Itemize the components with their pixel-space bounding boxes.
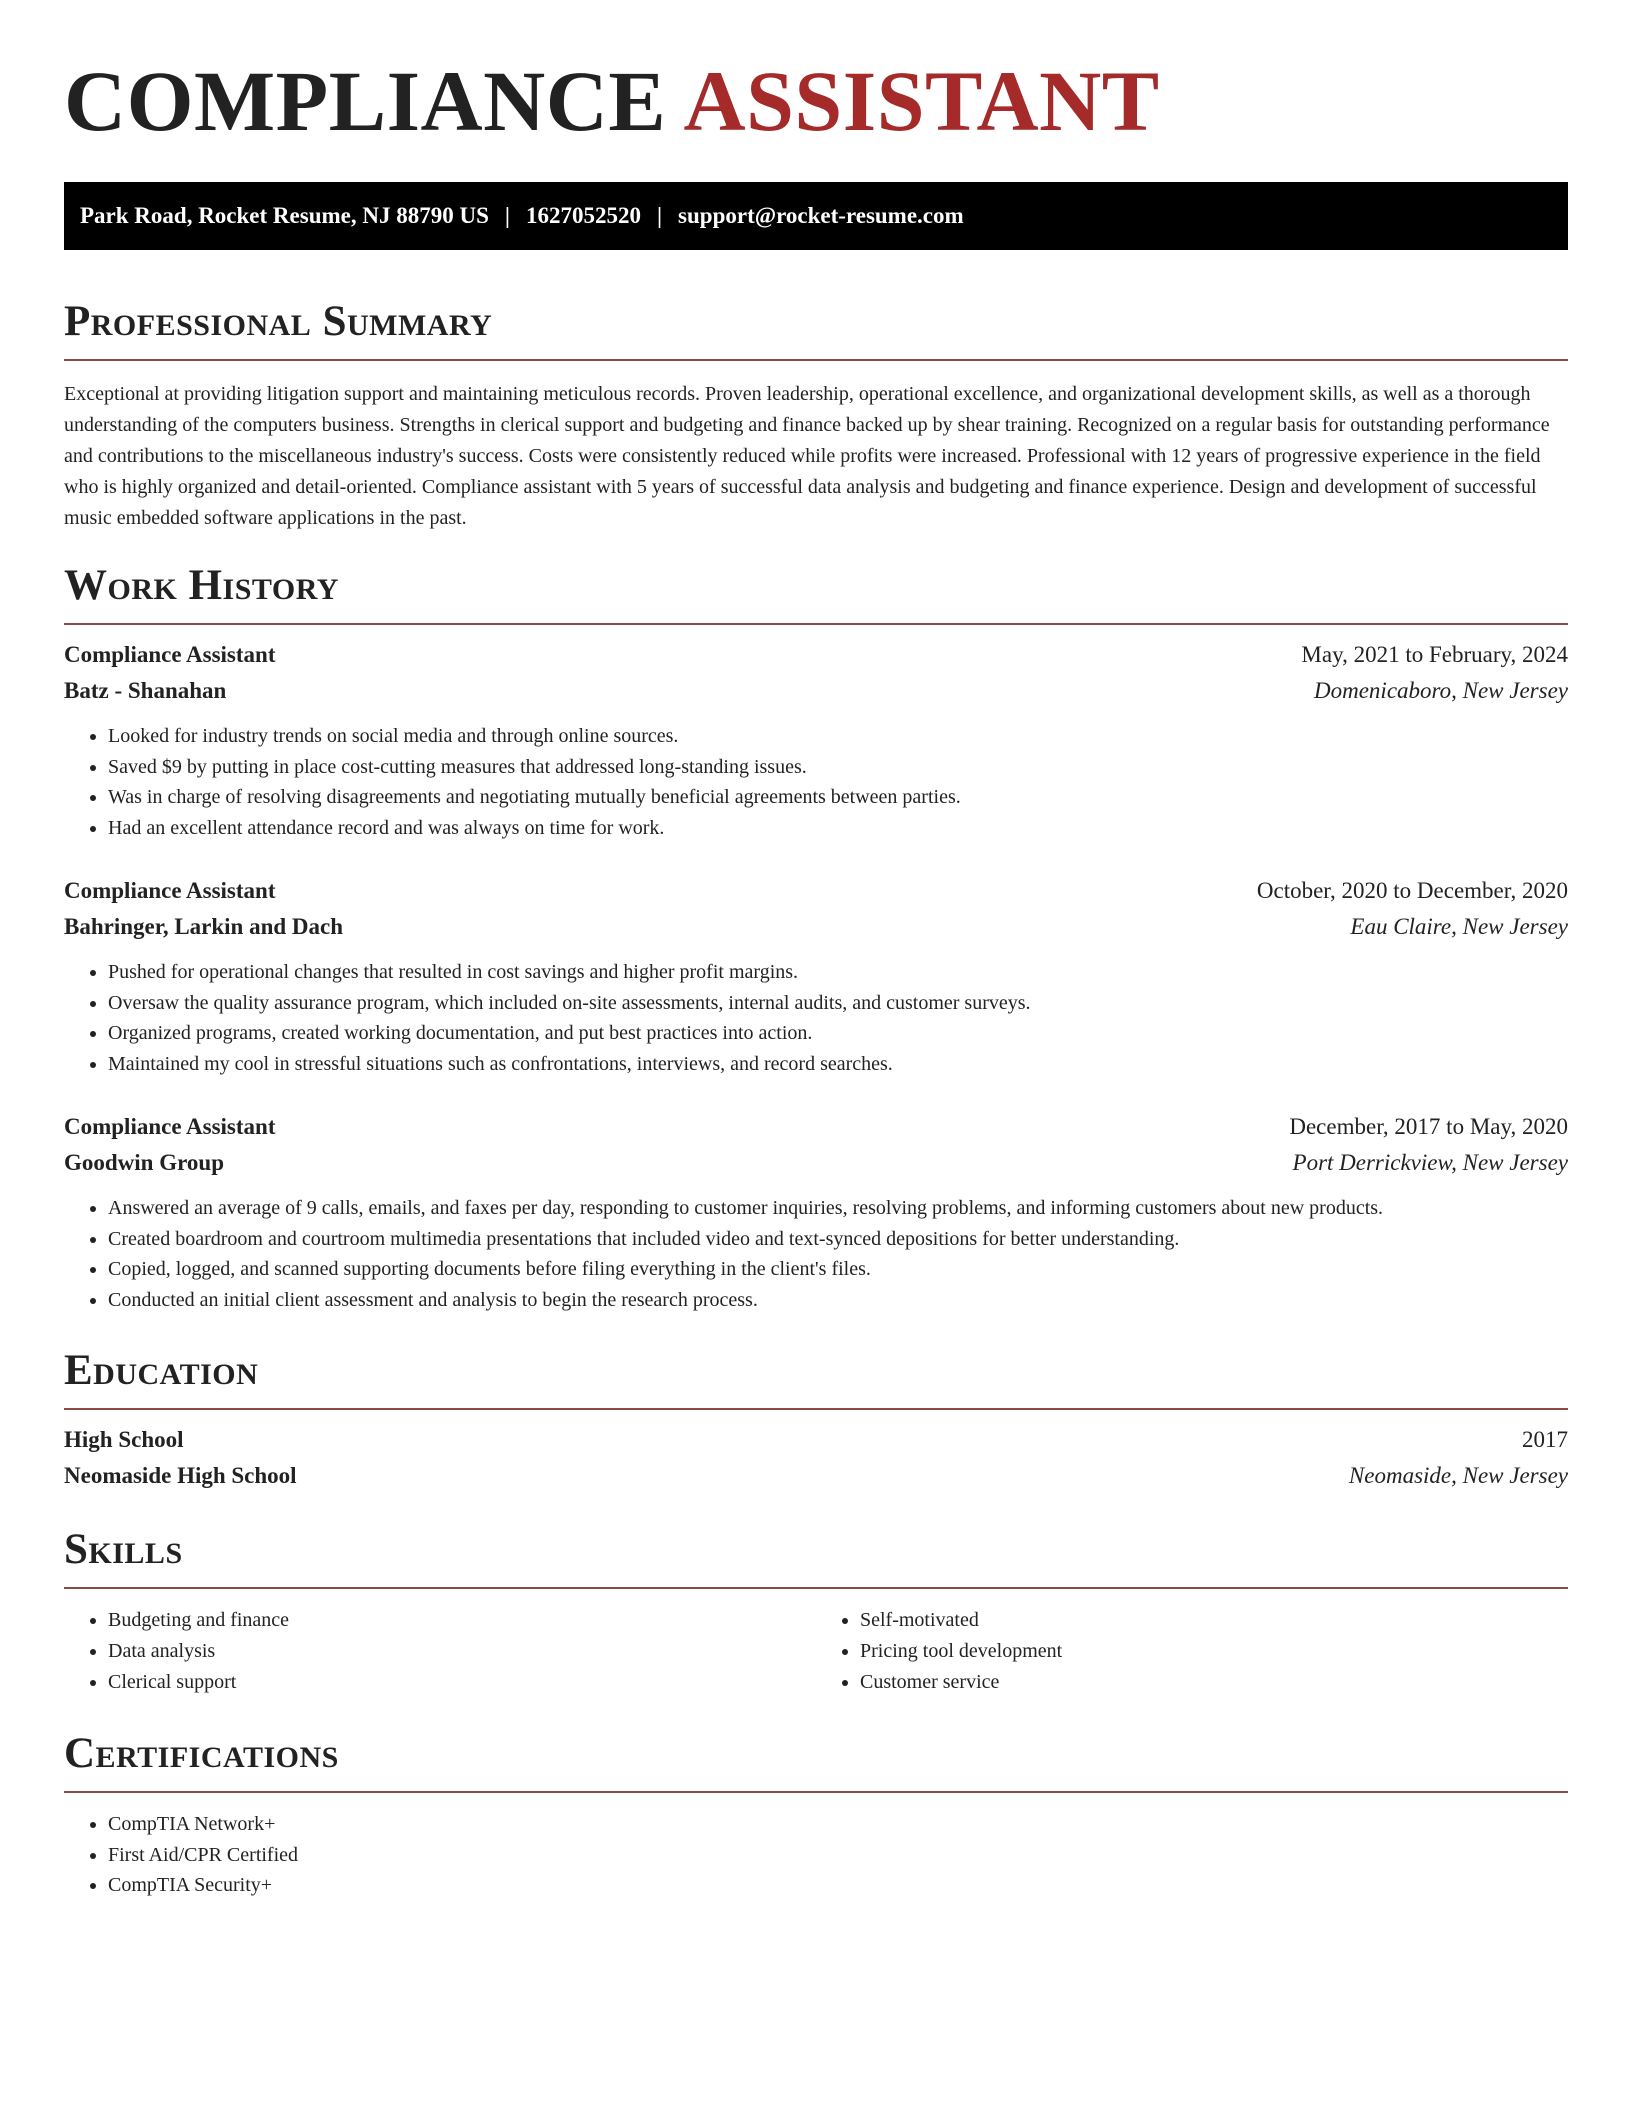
job-company: Batz - Shanahan bbox=[64, 678, 227, 703]
skills-section bbox=[64, 1528, 1568, 1698]
job-role: Compliance Assistant bbox=[64, 1114, 276, 1139]
section-divider bbox=[64, 1587, 1568, 1589]
section-divider bbox=[64, 1791, 1568, 1793]
summary-section bbox=[64, 300, 1568, 534]
skills-list-right bbox=[816, 1605, 1568, 1698]
job-dates: October, 2020 to December, 2020 bbox=[1256, 878, 1568, 903]
job-dates: December, 2017 to May, 2020 bbox=[1289, 1114, 1568, 1139]
list-item: • Organized programs, created working documentation, and put best practices into action. bbox=[108, 1018, 1568, 1049]
list-item: • CompTIA Security+ bbox=[108, 1870, 1568, 1901]
section-divider bbox=[64, 359, 1568, 361]
title-part-accent: ASSISTANT bbox=[683, 53, 1160, 149]
list-item: • Oversaw the quality assurance program, which included on-site assessments, internal audits, and customer surveys. bbox=[108, 988, 1568, 1019]
job-location: Port Derrickview, New Jersey bbox=[1292, 1150, 1568, 1175]
job-entry bbox=[64, 1109, 1568, 1315]
job-bullets bbox=[64, 721, 1568, 843]
list-item: • Saved $9 by putting in place cost-cutting measures that addressed long-standing issues. bbox=[108, 752, 1568, 783]
skills-columns bbox=[64, 1605, 1568, 1698]
job-role: Compliance Assistant bbox=[64, 878, 276, 903]
title-part-main: COMPLIANCE bbox=[64, 53, 667, 149]
list-item: • Had an excellent attendance record and was always on time for work. bbox=[108, 813, 1568, 844]
section-title-summary: Professional Summary bbox=[64, 298, 493, 345]
list-item: • Clerical support bbox=[108, 1667, 816, 1698]
job-bullets bbox=[64, 957, 1568, 1079]
list-item: • Answered an average of 9 calls, emails, and faxes per day, responding to customer inquiries, resolving problems, and informing customers about new products. bbox=[108, 1193, 1568, 1224]
section-title-work-history: Work History bbox=[64, 562, 339, 609]
job-company: Bahringer, Larkin and Dach bbox=[64, 914, 344, 939]
contact-email: support@rocket-resume.com bbox=[678, 203, 964, 228]
section-divider bbox=[64, 623, 1568, 625]
education-year: 2017 bbox=[1522, 1427, 1568, 1452]
list-item: • Maintained my cool in stressful situations such as confrontations, interviews, and record searches. bbox=[108, 1049, 1568, 1080]
list-item: • Budgeting and finance bbox=[108, 1605, 816, 1636]
list-item: • Data analysis bbox=[108, 1636, 816, 1667]
resume-title bbox=[64, 53, 1568, 149]
summary-text: Exceptional at providing litigation support and maintaining meticulous records. Proven leadership, operational excellence, and organizational development skills, as well as a thorough understanding of the computers business. Strengths in clerical support and budgeting and finance backed up by shear training. Recognized on a regular basis for outstanding performance and contributions to the miscellaneous industry's success. Costs were consistently reduced while profits were increased. Professional with 12 years of progressive experience in the field who is highly organized and detail-oriented. Compliance assistant with 5 years of successful data analysis and budgeting and finance experience. Design and development of successful music embedded software applications in the past. bbox=[64, 383, 1550, 529]
education-section bbox=[64, 1349, 1568, 1494]
education-location: Neomaside, New Jersey bbox=[1348, 1463, 1568, 1488]
list-item: • Pushed for operational changes that resulted in cost savings and higher profit margins. bbox=[108, 957, 1568, 988]
job-dates: May, 2021 to February, 2024 bbox=[1301, 642, 1568, 667]
section-divider bbox=[64, 1408, 1568, 1410]
list-item: • Created boardroom and courtroom multimedia presentations that included video and text-synced depositions for better understanding. bbox=[108, 1224, 1568, 1255]
list-item: • Copied, logged, and scanned supporting documents before filing everything in the client's files. bbox=[108, 1254, 1568, 1285]
certifications-list bbox=[64, 1809, 1568, 1901]
contact-separator: | bbox=[504, 203, 510, 228]
job-location: Domenicaboro, New Jersey bbox=[1314, 678, 1568, 703]
section-title-education: Education bbox=[64, 1347, 259, 1394]
contact-phone: 1627052520 bbox=[525, 203, 641, 228]
list-item: • Self-motivated bbox=[860, 1605, 1568, 1636]
job-bullets bbox=[64, 1193, 1568, 1315]
contact-bar bbox=[64, 182, 1568, 250]
certifications-section bbox=[64, 1732, 1568, 1901]
section-title-certifications: Certifications bbox=[64, 1730, 339, 1777]
skills-list-left bbox=[64, 1605, 816, 1698]
job-entry bbox=[64, 873, 1568, 1079]
contact-address: Park Road, Rocket Resume, NJ 88790 US bbox=[80, 203, 489, 228]
section-title-skills: Skills bbox=[64, 1526, 183, 1573]
list-item: • Looked for industry trends on social media and through online sources. bbox=[108, 721, 1568, 752]
list-item: • Customer service bbox=[860, 1667, 1568, 1698]
work-history-section bbox=[64, 564, 1568, 1315]
job-entry bbox=[64, 637, 1568, 843]
education-degree: High School bbox=[64, 1427, 184, 1452]
job-company: Goodwin Group bbox=[64, 1150, 224, 1175]
list-item: • Pricing tool development bbox=[860, 1636, 1568, 1667]
contact-separator: | bbox=[656, 203, 663, 228]
job-role: Compliance Assistant bbox=[64, 642, 276, 667]
list-item: • First Aid/CPR Certified bbox=[108, 1840, 1568, 1871]
job-location: Eau Claire, New Jersey bbox=[1350, 914, 1568, 939]
list-item: • Conducted an initial client assessment and analysis to begin the research process. bbox=[108, 1285, 1568, 1316]
list-item: • Was in charge of resolving disagreements and negotiating mutually beneficial agreements between parties. bbox=[108, 782, 1568, 813]
education-school: Neomaside High School bbox=[64, 1463, 297, 1488]
list-item: • CompTIA Network+ bbox=[108, 1809, 1568, 1840]
